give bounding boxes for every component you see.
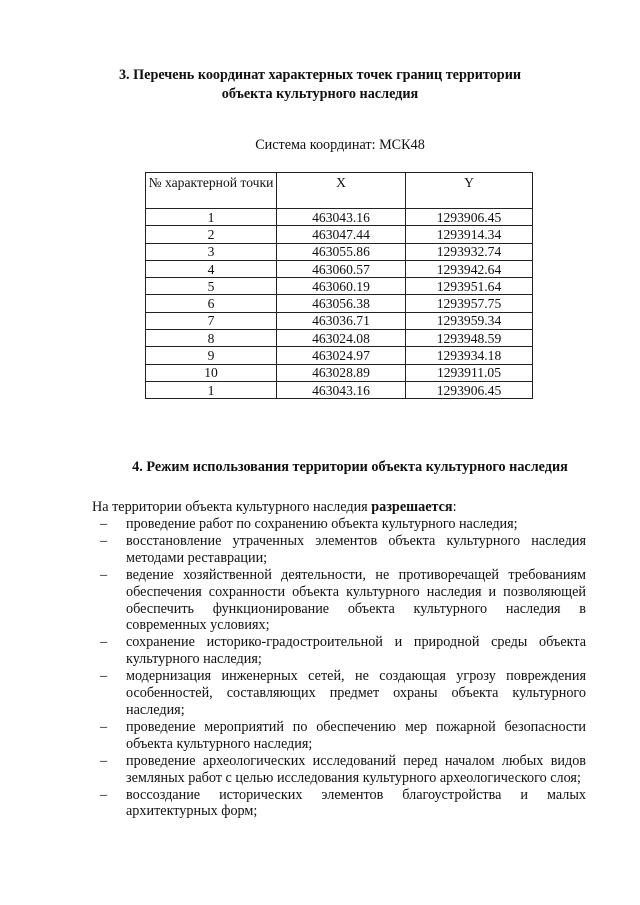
cell-x: 463060.57 (277, 260, 406, 277)
header-x: X (277, 173, 406, 209)
section-4-heading: 4. Режим использования территории объекта культурного наследия (132, 459, 568, 475)
intro-bold-permitted: разрешается (371, 499, 453, 515)
list-item (100, 787, 586, 821)
table-row (146, 330, 533, 347)
cell-x: 463024.08 (277, 330, 406, 347)
cell-x: 463036.71 (277, 312, 406, 329)
list-item-text: модернизация инженерных сетей, не создающая угрозу повреждения особенностей, составляющих предмет охраны объекта культурного наследия; (126, 668, 586, 718)
dash-bullet: – (100, 516, 108, 532)
dash-bullet: – (100, 634, 108, 651)
list-item (100, 719, 586, 753)
cell-y: 1293932.74 (406, 243, 533, 260)
permitted-activities-list (100, 516, 586, 820)
table-row (146, 260, 533, 277)
cell-y: 1293942.64 (406, 260, 533, 277)
cell-point-number: 1 (146, 209, 277, 226)
dash-bullet: – (100, 566, 108, 583)
cell-point-number: 5 (146, 278, 277, 295)
table-row (146, 312, 533, 329)
list-item-text: проведение мероприятий по обеспечению мер пожарной безопасности объекта культурного наследия; (126, 718, 586, 752)
dash-bullet: – (100, 668, 108, 685)
cell-y: 1293934.18 (406, 347, 533, 364)
list-item-text: ведение хозяйственной деятельности, не противоречащей требованиям обеспечения сохранности объекта культурного наследия и позволяющей обеспечить функционирование объекта культурного наследия в современных условиях; (126, 566, 586, 634)
table-row (146, 226, 533, 243)
list-item-text: воссоздание исторических элементов благоустройства и малых архитектурных форм; (126, 786, 586, 820)
table-row (146, 278, 533, 295)
intro-suffix: : (452, 499, 457, 515)
list-item (100, 668, 586, 719)
dash-bullet: – (100, 532, 108, 549)
table-body (146, 209, 533, 399)
cell-point-number: 8 (146, 330, 277, 347)
table-row (146, 381, 533, 398)
dash-bullet: – (100, 786, 108, 803)
list-item-text: сохранение историко-градостроительной и природной среды объекта культурного наследия; (126, 634, 586, 668)
cell-x: 463047.44 (277, 226, 406, 243)
section-3-heading (60, 66, 580, 104)
list-item-text: проведение работ по сохранению объекта культурного наследия; (126, 516, 518, 532)
dash-bullet: – (100, 718, 108, 735)
cell-point-number: 7 (146, 312, 277, 329)
table-row (146, 209, 533, 226)
header-point-number: № характерной точки (146, 173, 277, 209)
cell-y: 1293951.64 (406, 278, 533, 295)
section-3-heading-line-1: 3. Перечень координат характерных точек границ территории (118, 67, 522, 83)
permitted-intro (92, 498, 592, 516)
cell-point-number: 9 (146, 347, 277, 364)
list-item (100, 516, 586, 533)
cell-x: 463043.16 (277, 209, 406, 226)
table-row (146, 347, 533, 364)
list-item (100, 567, 586, 635)
cell-x: 463060.19 (277, 278, 406, 295)
intro-prefix: На территории объекта культурного наследия (92, 499, 372, 515)
cell-y: 1293911.05 (406, 364, 533, 381)
cell-y: 1293906.45 (406, 381, 533, 398)
section-3-heading-line-2: объекта культурного наследия (221, 86, 419, 102)
list-item-text: проведение археологических исследований перед началом любых видов земляных работ с целью исследования культурного археологического слоя; (126, 752, 586, 786)
table-row (146, 364, 533, 381)
list-item (100, 533, 586, 567)
list-item (100, 753, 586, 787)
cell-point-number: 3 (146, 243, 277, 260)
cell-y: 1293957.75 (406, 295, 533, 312)
cell-x: 463043.16 (277, 381, 406, 398)
cell-y: 1293914.34 (406, 226, 533, 243)
cell-point-number: 1 (146, 381, 277, 398)
table-row (146, 295, 533, 312)
cell-point-number: 2 (146, 226, 277, 243)
cell-y: 1293906.45 (406, 209, 533, 226)
dash-bullet: – (100, 752, 108, 769)
table-header-row (146, 173, 533, 209)
table-row (146, 243, 533, 260)
cell-x: 463028.89 (277, 364, 406, 381)
list-item (100, 634, 586, 668)
cell-point-number: 10 (146, 364, 277, 381)
cell-point-number: 6 (146, 295, 277, 312)
cell-y: 1293959.34 (406, 312, 533, 329)
cell-x: 463056.38 (277, 295, 406, 312)
coordinates-table (145, 172, 533, 399)
cell-x: 463024.97 (277, 347, 406, 364)
cell-y: 1293948.59 (406, 330, 533, 347)
header-y: Y (406, 173, 533, 209)
coordinate-system-label: Система координат: МСК48 (255, 137, 425, 153)
list-item-text: восстановление утраченных элементов объекта культурного наследия методами реставрации; (126, 532, 586, 566)
cell-x: 463055.86 (277, 243, 406, 260)
cell-point-number: 4 (146, 260, 277, 277)
